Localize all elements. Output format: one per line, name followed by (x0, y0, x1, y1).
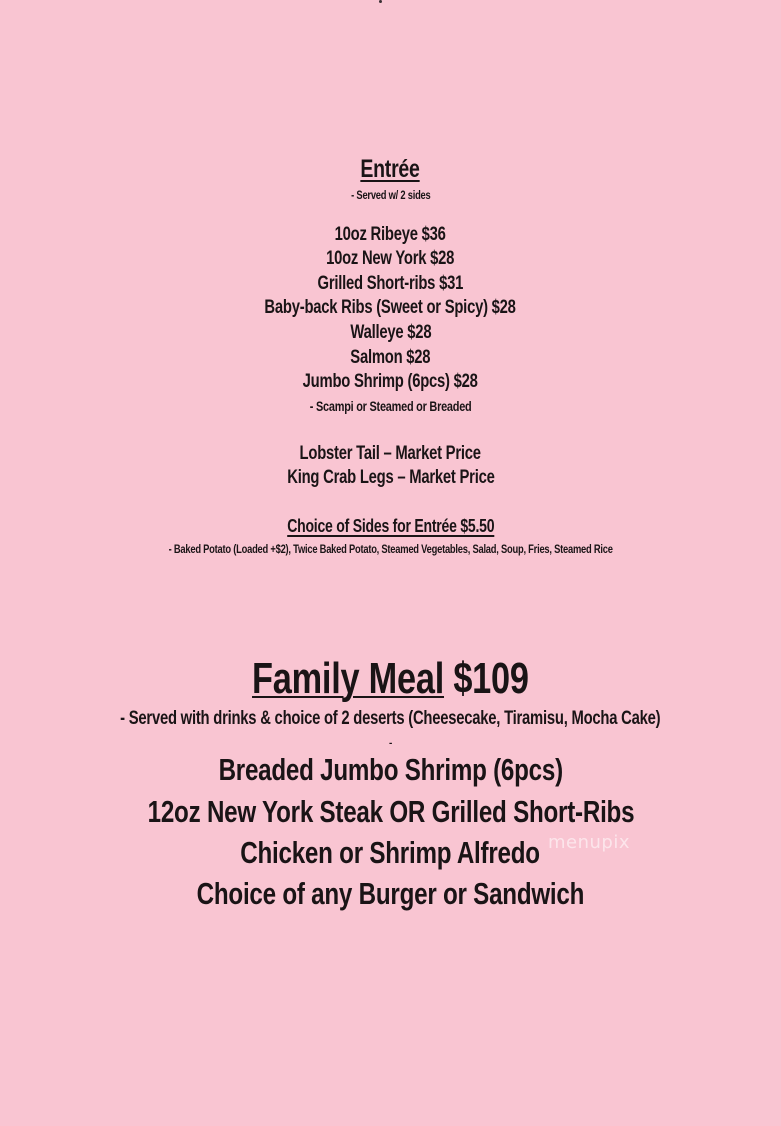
family-item-burger: Choice of any Burger or Sandwich (196, 876, 585, 911)
market-item (0, 443, 781, 465)
menupix-watermark: menupix (548, 832, 631, 853)
entree-item-ribeye: 10oz Ribeye $36 (334, 224, 447, 245)
family-item (0, 794, 781, 830)
sides-heading-text: Choice of Sides for Entrée $5.50 (286, 516, 495, 536)
shrimp-note-text: - Scampi or Steamed or Breaded (309, 398, 472, 414)
sides-list (0, 542, 781, 556)
sides-list-text: - Baked Potato (Loaded +$2), Twice Baked Potato, Steamed Vegetables, Salad, Soup, Fries, Steamed Rice (168, 542, 613, 556)
market-item-lobster: Lobster Tail – Market Price (299, 443, 482, 464)
entree-item (0, 347, 781, 369)
entree-item (0, 224, 781, 246)
shrimp-note (0, 398, 781, 414)
family-meal-note-text: - Served with drinks & choice of 2 deserts (Cheesecake, Tiramisu, Mocha Cake) (120, 708, 661, 729)
entree-item (0, 371, 781, 393)
entree-heading (0, 155, 781, 184)
family-item-steak: 12oz New York Steak OR Grilled Short-Ribs (147, 794, 634, 829)
entree-item-jumbo-shrimp: Jumbo Shrimp (6pcs) $28 (303, 371, 478, 392)
entree-heading-text: Entrée (360, 155, 421, 183)
paper-mark (379, 0, 382, 3)
entree-item-short-ribs: Grilled Short-ribs $31 (317, 273, 464, 294)
family-meal-dash-text: - (388, 738, 393, 749)
family-meal-note (0, 708, 781, 730)
entree-item-salmon: Salmon $28 (350, 347, 431, 368)
entree-item-baby-back-ribs: Baby-back Ribs (Sweet or Spicy) $28 (264, 297, 517, 318)
family-item (0, 752, 781, 788)
market-item (0, 467, 781, 489)
entree-item (0, 322, 781, 344)
family-item-shrimp: Breaded Jumbo Shrimp (6pcs) (218, 752, 563, 787)
family-item (0, 835, 781, 871)
family-item (0, 876, 781, 912)
market-item-king-crab: King Crab Legs – Market Price (286, 467, 495, 488)
entree-item (0, 273, 781, 295)
entree-item (0, 248, 781, 270)
entree-note-text: - Served w/ 2 sides (350, 188, 431, 202)
entree-note (0, 188, 781, 202)
entree-item (0, 297, 781, 319)
family-meal-title: Family Meal (252, 654, 445, 703)
entree-item-new-york: 10oz New York $28 (326, 248, 455, 269)
family-meal-dash (0, 738, 781, 749)
family-meal-price: $109 (453, 654, 529, 703)
family-item-alfredo: Chicken or Shrimp Alfredo (240, 835, 541, 870)
sides-heading (0, 516, 781, 537)
entree-item-walleye: Walleye $28 (350, 322, 431, 343)
family-meal-heading (0, 654, 781, 704)
